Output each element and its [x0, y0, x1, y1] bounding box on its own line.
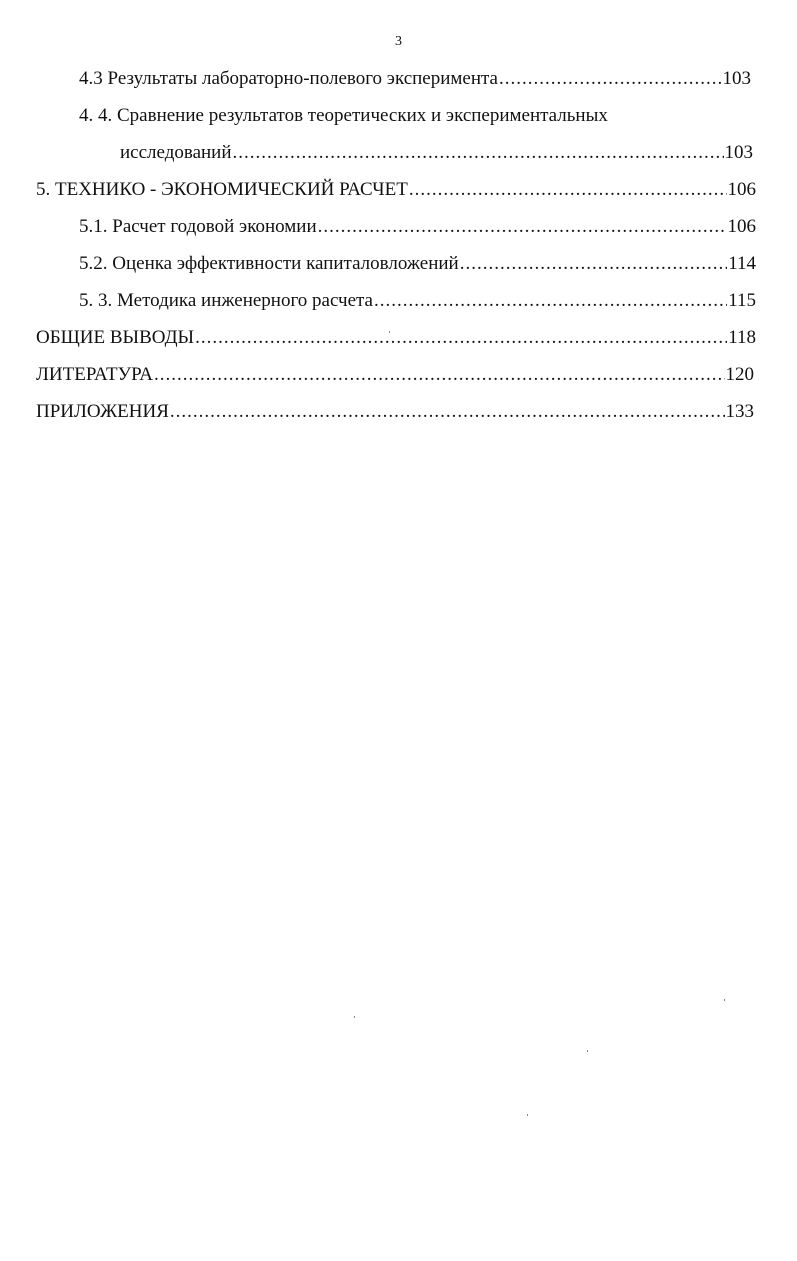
toc-entry-page: 106	[727, 179, 756, 200]
toc-entry-5	[36, 178, 756, 202]
toc-leader-dots	[233, 141, 724, 165]
toc-entry-5-1	[79, 215, 756, 239]
toc-entry-title: ПРИЛОЖЕНИЯ	[36, 401, 169, 422]
toc-entry-title: 5. ТЕХНИКО - ЭКОНОМИЧЕСКИЙ РАСЧЕТ	[36, 179, 408, 200]
scan-speck	[389, 331, 390, 333]
toc-leader-dots	[195, 326, 727, 350]
toc-entry-title: 5.1. Расчет годовой экономии	[79, 216, 317, 237]
toc-entry-page: 103	[724, 142, 753, 163]
toc-entry-title: 5. 3. Методика инженерного расчета	[79, 290, 373, 311]
toc-entry-appendices	[36, 400, 754, 424]
toc-entry-page: 133	[725, 401, 754, 422]
toc-entry-title: исследований	[120, 142, 232, 163]
toc-entry-conclusions	[36, 326, 756, 350]
toc-entry-page: 118	[728, 327, 756, 348]
scan-speck	[724, 999, 725, 1001]
scan-speck	[527, 1114, 528, 1116]
toc-leader-dots	[499, 67, 722, 91]
toc-entry-title: ОБЩИЕ ВЫВОДЫ	[36, 327, 195, 348]
toc-leader-dots	[409, 178, 727, 202]
toc-leader-dots	[318, 215, 727, 239]
toc-entry-literature	[36, 363, 754, 387]
scan-speck	[587, 1050, 588, 1052]
toc-entry-title: ЛИТЕРАТУРА	[36, 364, 153, 385]
toc-entry-page: 103	[722, 68, 751, 89]
toc-entry-4-4-line1: 4. 4. Сравнение результатов теоретических и экспериментальных	[79, 105, 608, 126]
toc-entry-page: 115	[728, 290, 756, 311]
toc-entry-4-4-line2	[120, 141, 753, 165]
toc-entry-page: 114	[728, 253, 756, 274]
toc-leader-dots	[170, 400, 725, 424]
toc-entry-title: 5.2. Оценка эффективности капиталовложений	[79, 253, 459, 274]
toc-entry-title: 4.3 Результаты лабораторно-полевого эксперимента	[79, 68, 498, 89]
toc-leader-dots	[374, 289, 727, 313]
page-number: 3	[395, 34, 402, 49]
toc-entry-page: 106	[727, 216, 756, 237]
toc-leader-dots	[460, 252, 728, 276]
toc-entry-5-3	[79, 289, 756, 313]
toc-entry-page: 120	[725, 364, 754, 385]
scan-speck	[354, 1016, 355, 1018]
toc-entry-5-2	[79, 252, 756, 276]
toc-leader-dots	[154, 363, 725, 387]
toc-entry-4-3	[79, 67, 751, 91]
